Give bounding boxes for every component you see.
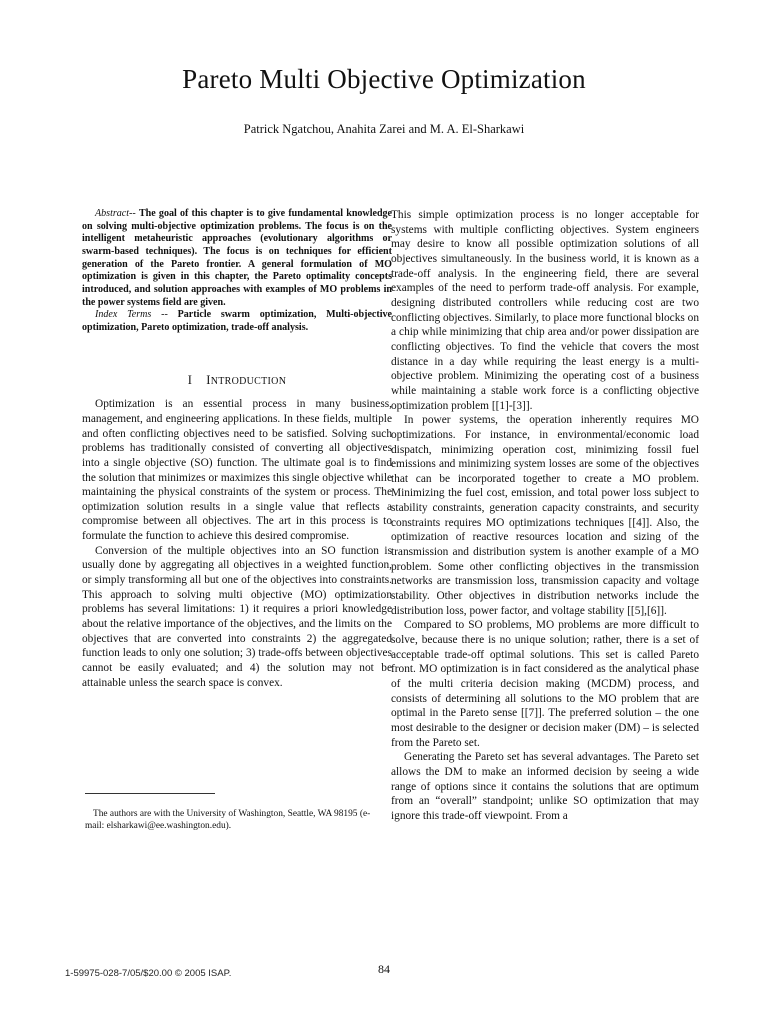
- author-footnote: The authors are with the University of Washington, Seattle, WA 98195 (e-mail: elsharkawi@ee.washington.edu).: [85, 809, 371, 832]
- body-paragraph: This simple optimization process is no longer acceptable for systems with multiple conflicting objectives. System engineers may desire to know all possible optimization solutions of all objectives simultaneously. In the business world, it is known as a trade-off analysis. In the engineering field, there are several examples of the need to perform trade-off analysis. For example, designing distributed controllers while reducing cost are two conflicting objectives. Similarly, to place more functional blocks on a chip while minimizing that chip area and/or power dissipation are conflicting objectives. To find the vehicle that covers the most distance in a day while requiring the least energy is a multi-objective problem. Minimizing the operating cost of a business while maintaining a stable work force is a conflicting objective optimization problem [[1]-[3]].: [391, 209, 699, 412]
- right-column: [391, 208, 699, 824]
- paper-authors: Patrick Ngatchou, Anahita Zarei and M. A. El-Sharkawi: [243, 122, 525, 136]
- page-number: 84: [378, 962, 390, 976]
- abstract-label: Abstract--: [95, 208, 136, 219]
- abstract: [82, 208, 392, 309]
- body-paragraph: In power systems, the operation inherently requires MO optimizations. For instance, in environmental/economic load dispatch, minimizing operation cost, minimizing fossil fuel emissions and minimizing system losses are some of the objectives that can be incorporated together to create a MO problem. Minimizing the fuel cost, emission, and total power loss subject to stability constraints, generation capacity constraints, and security constraints requires MO optimizations techniques [[4]]. Also, the optimization of reactive resources location and sizing of the transmission and distribution system is another example of a MO problem. Some other conflicting objectives in the transmission networks are transmission loss, transmission capacity and voltage stability. Other objectives in distribution networks include the distribution loss, power factor, and voltage stability [[5],[6]].: [391, 414, 699, 617]
- body-paragraph: Conversion of the multiple objectives into an SO function is usually done by aggregating all objectives in a weighted function, or simply transforming all but one of the objectives into constraints. This approach to solving multi objective (MO) optimization problems has several limitations: 1) it requires a priori knowledge about the relative importance of the objectives, and the limits on the objectives that are converted into constraints 2) the aggregated function leads to only one solution; 3) trade-offs between objectives cannot be easily evaluated; and 4) the solution may not be attainable unless the search space is convex.: [82, 544, 392, 689]
- section-title-initial: I: [206, 372, 211, 387]
- body-paragraph: Optimization is an essential process in many business, management, and engineering applications. In these fields, multiple and often conflicting objectives need to be satisfied. Solving such problems has traditionally consisted of converting all objectives into a single objective (SO) function. The ultimate goal is to find the solution that minimizes or maximizes this single objective while maintaining the physical constraints of the system or process. The optimization solution results in a single value that reflects a compromise between all objectives. The art in this process is to formulate the function to achieve this desired compromise.: [82, 398, 392, 543]
- paper-title: Pareto Multi Objective Optimization: [182, 64, 586, 94]
- left-column: [82, 208, 392, 690]
- copyright-notice: 1-59975-028-7/05/$20.00 © 2005 ISAP.: [65, 968, 232, 979]
- abstract-text: The goal of this chapter is to give fundamental knowledge on solving multi-objective optimization problems. The focus is on the intelligent metaheuristic approaches (evolutionary algorithms or swarm-based techniques). The focus is on techniques for efficient generation of the Pareto frontier. A general formulation of MO optimization is given in this chapter, the Pareto optimality concepts introduced, and solution approaches with examples of MO problems in the power systems field are given.: [82, 208, 393, 308]
- index-terms-text: Particle swarm optimization, Multi-objective optimization, Pareto optimization, trade-off analysis.: [82, 309, 393, 333]
- index-terms-label: Index Terms --: [95, 309, 168, 321]
- footnote-divider: [85, 793, 215, 794]
- section-number: I: [187, 372, 193, 387]
- body-paragraph: Compared to SO problems, MO problems are more difficult to solve, because there is no unique solution; rather, there is a set of acceptable trade-off optimal solutions. This set is called Pareto front. MO optimization is in fact considered as the analytical phase of the multi criteria decision making (MCDM) process, and consists of determining all solutions to the MO problem that are optimal in the Pareto sense [[7]]. The preferred solution – the one most desirable to the designer or decision maker (DM) – is selected from the Pareto set.: [391, 619, 699, 749]
- section-title-rest: NTRODUCTION: [210, 375, 287, 387]
- index-terms: [82, 309, 392, 334]
- section-heading-introduction: [82, 373, 392, 390]
- body-paragraph: Generating the Pareto set has several advantages. The Pareto set allows the DM to make an informed decision by seeing a wide range of options since it contains the solutions that are optimum from an “overall” standpoint; unlike SO optimization that may ignore this trade-off viewpoint. From a: [391, 751, 699, 822]
